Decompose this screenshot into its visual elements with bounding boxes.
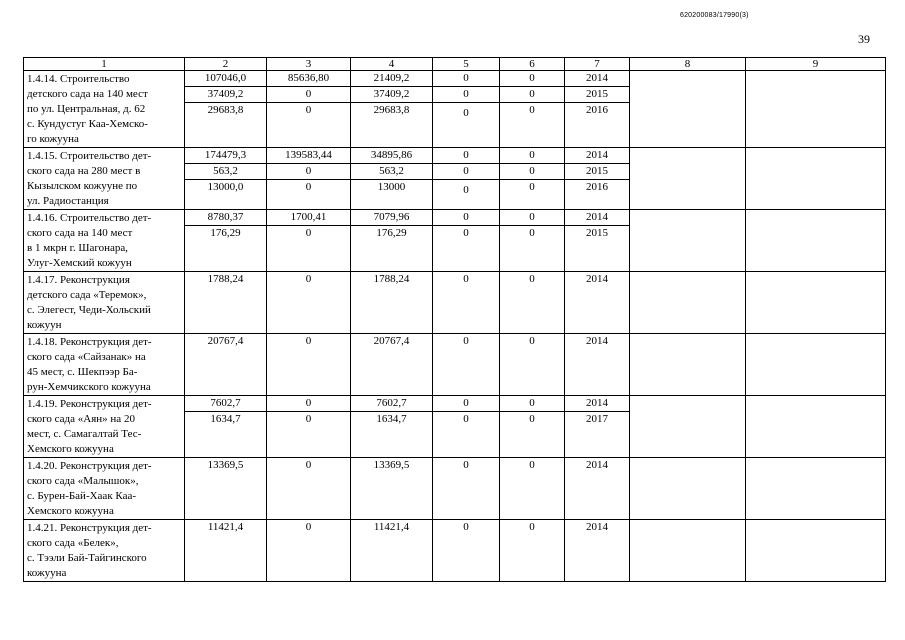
column-6-cell — [500, 520, 565, 582]
column-8-cell — [630, 334, 746, 396]
description-line: го кожууна — [27, 133, 79, 145]
table-row — [24, 148, 886, 210]
column-2-cell — [185, 396, 267, 458]
column-6-cell — [500, 334, 565, 396]
cell-value: 7602,7 — [185, 396, 266, 412]
column-4-cell — [351, 458, 433, 520]
cell-value: 13369,5 — [207, 459, 244, 471]
column-9-cell — [746, 272, 886, 334]
cell-value: 2014 — [586, 459, 608, 471]
cell-value: 0 — [529, 335, 535, 347]
description-line: мест, с. Самагалтай Тес- — [27, 428, 142, 440]
measure-description — [24, 272, 185, 334]
description-line: с. Бурен-Бай-Хаак Каа- — [27, 490, 137, 502]
cell-value: 0 — [463, 521, 469, 533]
column-7-cell — [565, 210, 630, 272]
description-line: 1.4.16. Строительство дет- — [27, 212, 152, 224]
column-6-cell — [500, 396, 565, 458]
column-5-cell — [433, 272, 500, 334]
table-row — [24, 520, 886, 582]
cell-value: 0 — [500, 164, 564, 180]
column-3-cell — [267, 396, 351, 458]
column-9-cell — [746, 71, 886, 148]
column-6-cell — [500, 71, 565, 148]
cell-value: 0 — [433, 210, 499, 226]
column-6-cell — [500, 148, 565, 210]
cell-value: 0 — [305, 521, 312, 533]
table-row — [24, 334, 886, 396]
cell-value: 2016 — [586, 181, 608, 193]
description-line: с. Кундустуг Каа-Хемско- — [27, 118, 148, 130]
cell-value: 0 — [529, 227, 535, 239]
column-header: 2 — [185, 58, 267, 71]
program-table — [23, 57, 886, 582]
cell-value: 2015 — [586, 227, 608, 239]
description-line: детского сада «Теремок», — [27, 289, 147, 301]
table-row — [24, 210, 886, 272]
cell-value: 1700,41 — [267, 210, 350, 226]
cell-value: 0 — [500, 148, 564, 164]
measure-description — [24, 148, 185, 210]
cell-value: 563,2 — [351, 164, 432, 180]
cell-value: 2014 — [565, 210, 629, 226]
description-line: детского сада на 140 мест — [27, 88, 148, 100]
description-line: Хемского кожууна — [27, 505, 114, 517]
cell-value: 0 — [463, 335, 469, 347]
column-4-cell — [351, 334, 433, 396]
column-6-cell — [500, 458, 565, 520]
cell-value: 0 — [267, 396, 350, 412]
cell-value: 85636,80 — [267, 71, 350, 87]
column-4-cell — [351, 148, 433, 210]
cell-value: 2014 — [586, 273, 608, 285]
table-row — [24, 71, 886, 148]
column-5-cell — [433, 148, 500, 210]
column-8-cell — [630, 272, 746, 334]
column-8-cell — [630, 71, 746, 148]
cell-value: 1634,7 — [376, 413, 407, 425]
cell-value: 13369,5 — [373, 459, 410, 471]
column-8-cell — [630, 396, 746, 458]
cell-value: 0 — [463, 227, 469, 239]
column-9-cell — [746, 396, 886, 458]
description-line: 1.4.15. Строительство дет- — [27, 150, 152, 162]
cell-value: 0 — [500, 71, 564, 87]
cell-value: 37409,2 — [185, 87, 266, 103]
description-line: ского сада «Малышок», — [27, 475, 139, 487]
cell-value: 2014 — [565, 148, 629, 164]
column-2-cell — [185, 520, 267, 582]
cell-value: 0 — [433, 164, 499, 180]
column-9-cell — [746, 520, 886, 582]
column-2-cell — [185, 71, 267, 148]
cell-value: 2016 — [586, 104, 608, 116]
column-3-cell — [267, 334, 351, 396]
cell-value: 0 — [433, 396, 499, 412]
description-line: в 1 мкрн г. Шагонара, — [27, 242, 129, 254]
cell-value: 2014 — [586, 521, 608, 533]
measure-description — [24, 71, 185, 148]
column-header: 5 — [433, 58, 500, 71]
column-header: 4 — [351, 58, 433, 71]
cell-value: 0 — [433, 148, 499, 164]
description-line: ского сада на 140 мест — [27, 227, 133, 239]
cell-value: 7079,96 — [351, 210, 432, 226]
cell-value: 0 — [529, 521, 535, 533]
column-5-cell — [433, 396, 500, 458]
cell-value: 1634,7 — [210, 413, 241, 425]
column-header: 6 — [500, 58, 565, 71]
description-line: по ул. Центральная, д. 62 — [27, 103, 146, 115]
column-3-cell — [267, 458, 351, 520]
column-header: 8 — [630, 58, 746, 71]
column-2-cell — [185, 334, 267, 396]
column-8-cell — [630, 520, 746, 582]
description-line: рун-Хемчикского кожууна — [27, 381, 151, 393]
description-line: ского сада «Белек», — [27, 537, 119, 549]
column-7-cell — [565, 148, 630, 210]
cell-value: 0 — [305, 227, 312, 239]
cell-value: 29683,8 — [373, 104, 410, 116]
description-line: Кызылском кожууне по — [27, 180, 138, 192]
column-3-cell — [267, 520, 351, 582]
column-4-cell — [351, 520, 433, 582]
cell-value: 7602,7 — [351, 396, 432, 412]
measure-description — [24, 520, 185, 582]
table-row — [24, 396, 886, 458]
cell-value: 139583,44 — [267, 148, 350, 164]
page-number: 39 — [858, 32, 870, 46]
cell-value: 2017 — [586, 413, 608, 425]
cell-value: 20767,4 — [373, 335, 410, 347]
cell-value: 1788,24 — [207, 273, 244, 285]
column-5-cell — [433, 520, 500, 582]
cell-value: 0 — [433, 87, 499, 103]
cell-value: 176,29 — [210, 227, 241, 239]
column-9-cell — [746, 210, 886, 272]
column-header: 1 — [24, 58, 185, 71]
column-2-cell — [185, 210, 267, 272]
cell-value: 2014 — [565, 396, 629, 412]
column-6-cell — [500, 210, 565, 272]
column-3-cell — [267, 148, 351, 210]
cell-value: 0 — [463, 273, 469, 285]
description-line: 1.4.18. Реконструкция дет- — [27, 336, 152, 348]
cell-value: 0 — [500, 210, 564, 226]
column-4-cell — [351, 396, 433, 458]
column-header: 9 — [746, 58, 886, 71]
cell-value: 2015 — [565, 87, 629, 103]
column-3-cell — [267, 272, 351, 334]
description-line: 45 мест, с. Шекпээр Ба- — [27, 366, 138, 378]
column-7-cell — [565, 272, 630, 334]
cell-value: 34895,86 — [351, 148, 432, 164]
cell-value: 0 — [305, 335, 312, 347]
cell-value: 37409,2 — [351, 87, 432, 103]
column-2-cell — [185, 148, 267, 210]
cell-value: 1788,24 — [373, 273, 410, 285]
cell-value: 0 — [267, 87, 350, 103]
description-line: кожуун — [27, 319, 62, 331]
cell-value: 0 — [463, 413, 469, 425]
cell-value: 29683,8 — [207, 104, 244, 116]
cell-value: 176,29 — [376, 227, 407, 239]
column-8-cell — [630, 148, 746, 210]
column-4-cell — [351, 210, 433, 272]
column-4-cell — [351, 272, 433, 334]
description-line: ского сада «Сайзанак» на — [27, 351, 146, 363]
description-line: ского сада на 280 мест в — [27, 165, 141, 177]
column-7-cell — [565, 458, 630, 520]
description-line: ул. Радиостанция — [27, 195, 109, 207]
cell-value: 0 — [500, 396, 564, 412]
column-3-cell — [267, 71, 351, 148]
column-2-cell — [185, 272, 267, 334]
column-9-cell — [746, 458, 886, 520]
cell-value: 13000,0 — [207, 181, 244, 193]
column-5-cell — [433, 458, 500, 520]
cell-value: 0 — [529, 181, 535, 193]
cell-value: 2014 — [565, 71, 629, 87]
description-line: с. Тээли Бай-Тайгинского — [27, 552, 147, 564]
cell-value: 0 — [529, 413, 535, 425]
cell-value: 8780,37 — [185, 210, 266, 226]
column-2-cell — [185, 458, 267, 520]
column-8-cell — [630, 458, 746, 520]
cell-value: 0 — [433, 71, 499, 87]
cell-value: 174479,3 — [185, 148, 266, 164]
cell-value: 2014 — [586, 335, 608, 347]
cell-value: 0 — [267, 164, 350, 180]
column-5-cell — [433, 210, 500, 272]
description-line: с. Элегест, Чеди-Хольский — [27, 304, 151, 316]
column-4-cell — [351, 71, 433, 148]
description-line: Хемского кожууна — [27, 443, 114, 455]
column-number-row — [24, 58, 886, 71]
description-line: 1.4.20. Реконструкция дет- — [27, 460, 152, 472]
column-9-cell — [746, 148, 886, 210]
column-9-cell — [746, 334, 886, 396]
description-line: 1.4.17. Реконструкция — [27, 274, 130, 286]
column-5-cell — [433, 334, 500, 396]
table-row — [24, 272, 886, 334]
cell-value: 20767,4 — [207, 335, 244, 347]
cell-value: 0 — [463, 459, 469, 471]
cell-value: 0 — [305, 413, 312, 425]
cell-value: 2015 — [565, 164, 629, 180]
description-line: кожууна — [27, 567, 67, 579]
cell-value: 0 — [463, 107, 469, 119]
cell-value: 0 — [305, 273, 312, 285]
column-3-cell — [267, 210, 351, 272]
column-6-cell — [500, 272, 565, 334]
cell-value: 0 — [463, 184, 469, 196]
column-header: 3 — [267, 58, 351, 71]
document-code: 620200083/17990(3) — [680, 12, 749, 19]
column-8-cell — [630, 210, 746, 272]
cell-value: 563,2 — [185, 164, 266, 180]
column-5-cell — [433, 71, 500, 148]
measure-description — [24, 334, 185, 396]
column-header: 7 — [565, 58, 630, 71]
cell-value: 0 — [500, 87, 564, 103]
table-row — [24, 458, 886, 520]
cell-value: 107046,0 — [185, 71, 266, 87]
cell-value: 13000 — [377, 181, 406, 193]
description-line: 1.4.14. Строительство — [27, 73, 130, 85]
description-line: ского сада «Аян» на 20 — [27, 413, 135, 425]
cell-value: 0 — [529, 459, 535, 471]
description-line: 1.4.21. Реконструкция дет- — [27, 522, 152, 534]
column-7-cell — [565, 396, 630, 458]
description-line: 1.4.19. Реконструкция дет- — [27, 398, 152, 410]
column-7-cell — [565, 520, 630, 582]
measure-description — [24, 210, 185, 272]
cell-value: 0 — [529, 104, 535, 116]
cell-value: 0 — [305, 104, 312, 116]
cell-value: 0 — [305, 181, 312, 193]
measure-description — [24, 396, 185, 458]
column-7-cell — [565, 71, 630, 148]
measure-description — [24, 458, 185, 520]
column-7-cell — [565, 334, 630, 396]
cell-value: 0 — [305, 459, 312, 471]
cell-value: 11421,4 — [373, 521, 410, 533]
cell-value: 11421,4 — [207, 521, 244, 533]
cell-value: 0 — [529, 273, 535, 285]
cell-value: 21409,2 — [351, 71, 432, 87]
description-line: Улуг-Хемский кожуун — [27, 257, 132, 269]
